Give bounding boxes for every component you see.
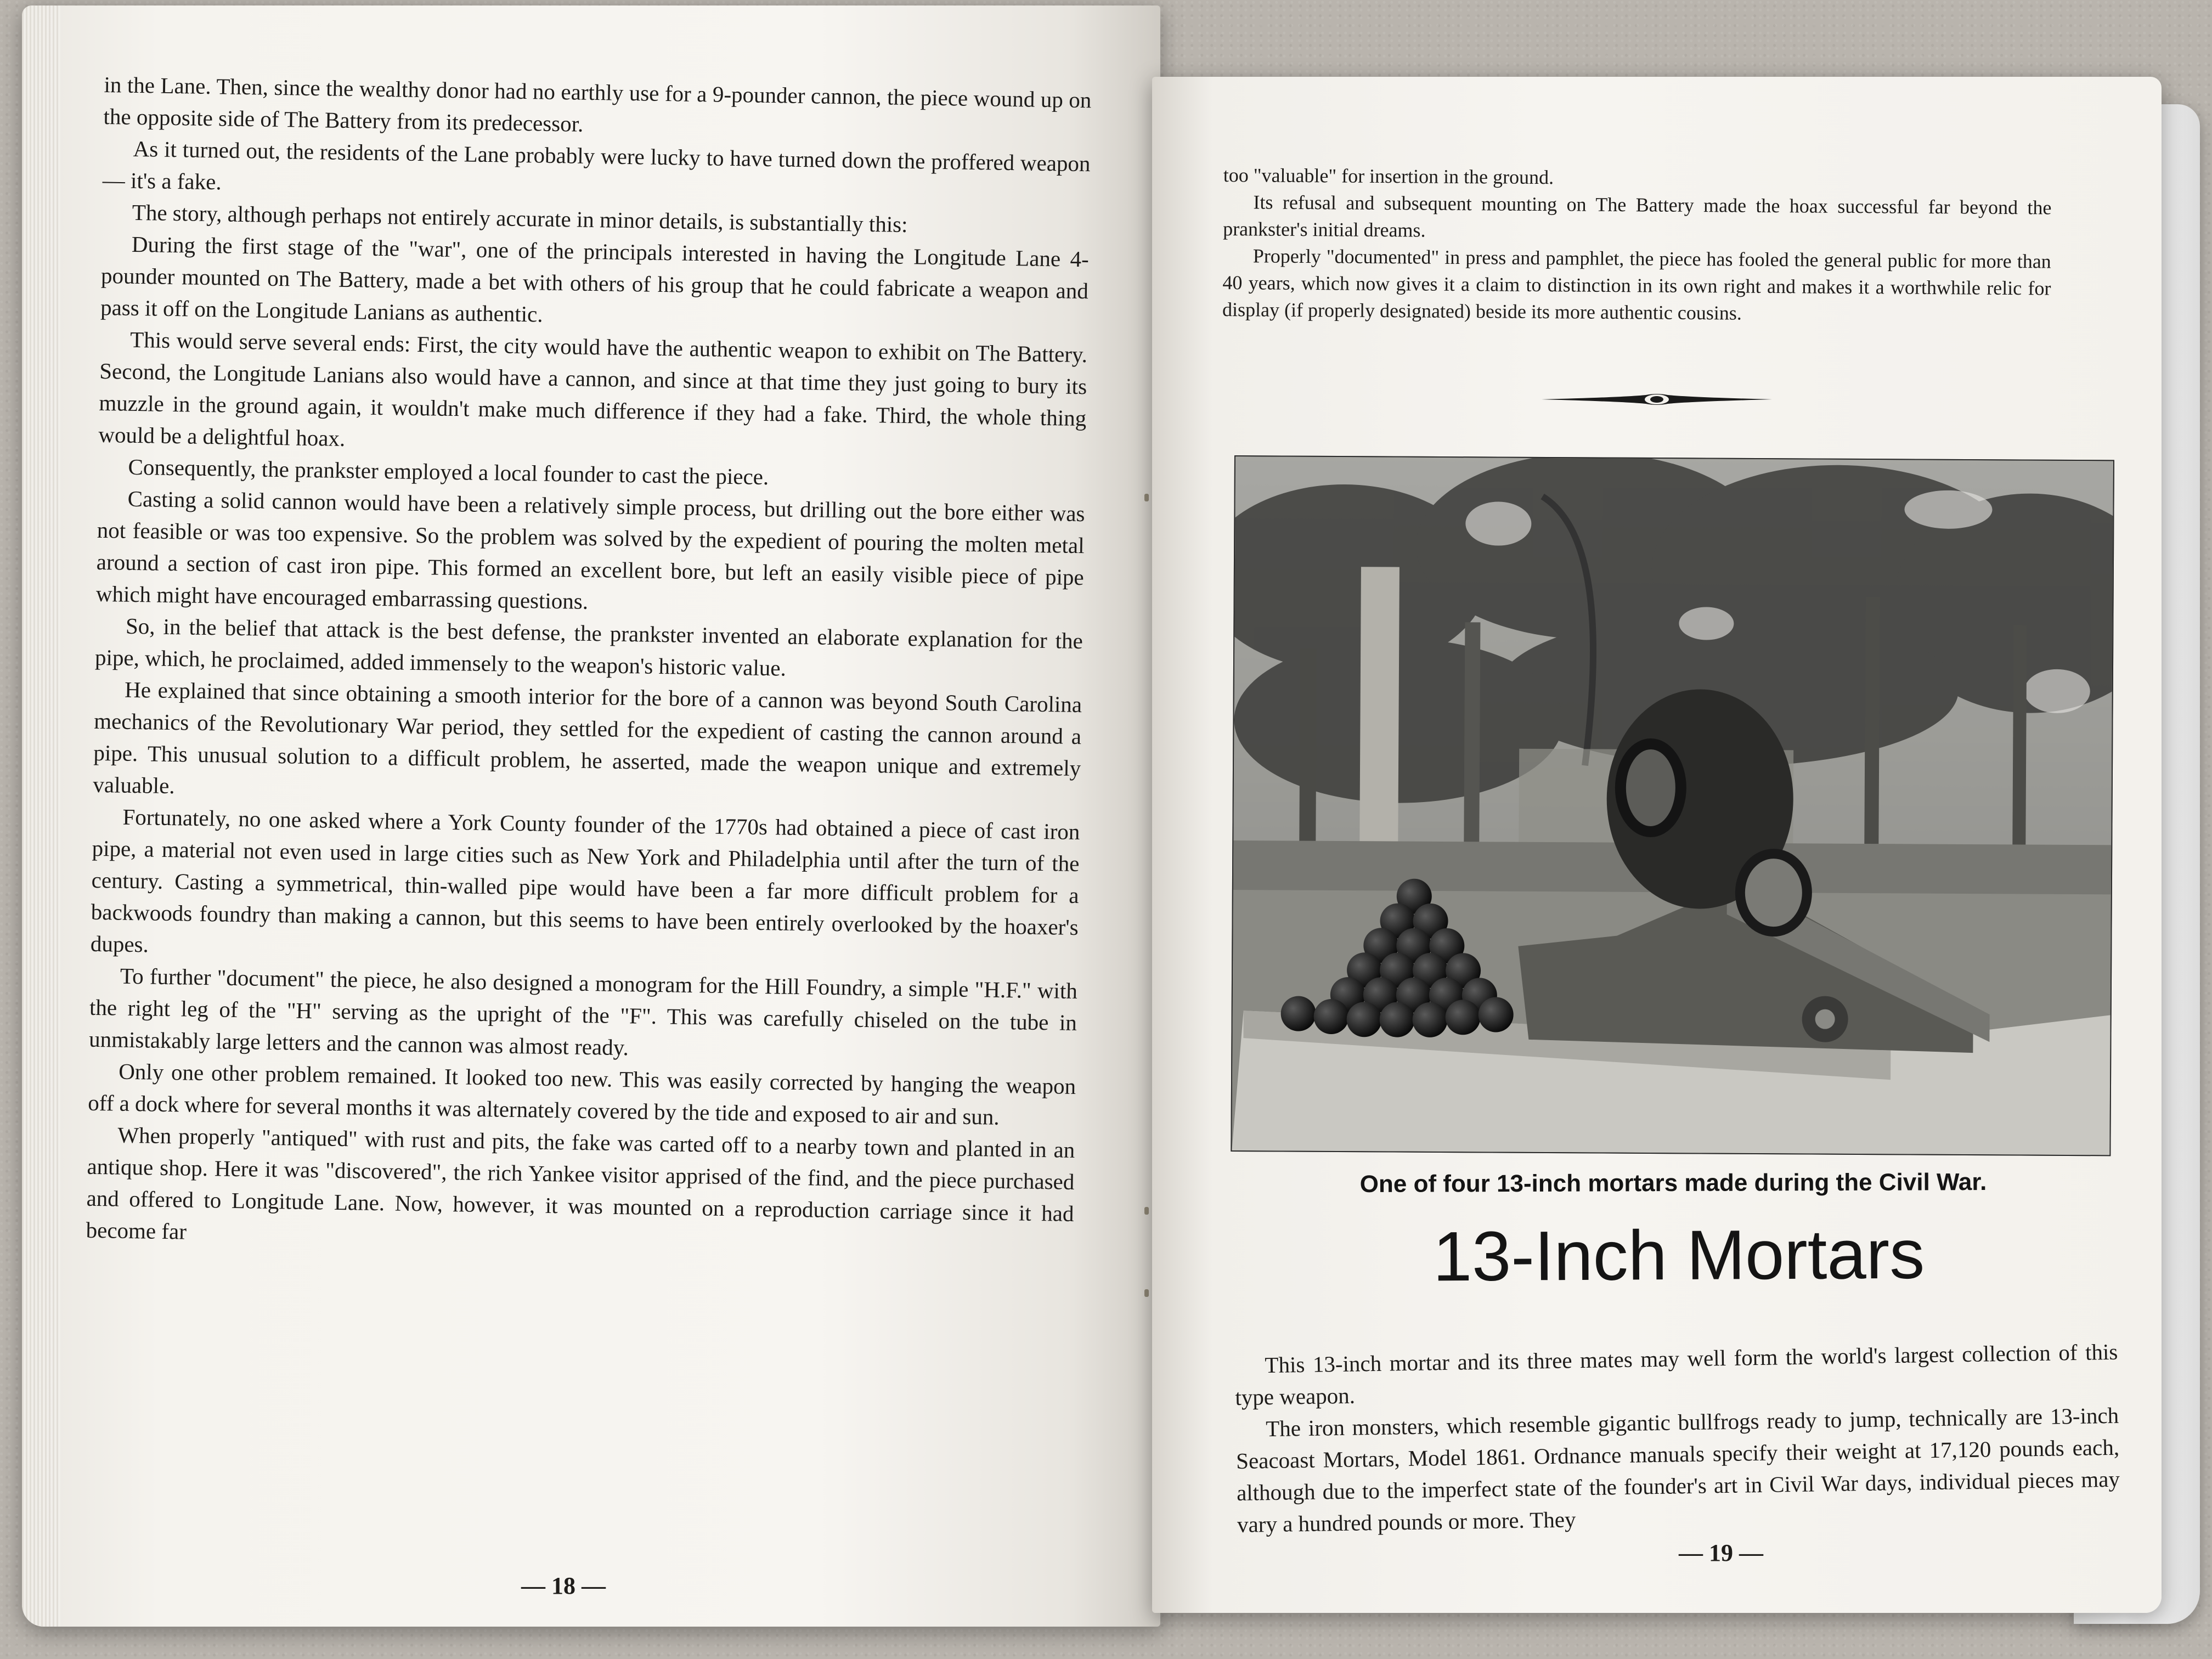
- right-page-top-text: [1222, 162, 2052, 329]
- paragraph: Properly "documented" in press and pamphlet, the piece has fooled the general public for more than 40 years, which now gives it a claim to distinction in its own right and makes it a worthwhile relic for display (if properly designated) beside its more authentic cousins.: [1222, 245, 2051, 324]
- spine-stitch: [1144, 494, 1149, 501]
- paragraph: The iron monsters, which resemble gigantic bullfrogs ready to jump, technically are 13-inch Seacoast Mortars, Model 1861. Ordnance manuals specify their weight at 17,120 pounds each, although due to the imperfect state of the founder's art in Civil War days, individual pieces may vary a hundred pounds or more. They: [1235, 1402, 2120, 1537]
- mortar-photograph: [1231, 455, 2114, 1156]
- paragraph: in the Lane. Then, since the wealthy donor had no earthly use for a 9-pounder cannon, the piece wound up on the opposite side of The Battery from its predecessor.: [103, 71, 1092, 137]
- left-page-text: [86, 69, 1091, 1261]
- paragraph: During the first stage of the "war", one of the principals interested in having the Longitude Lane 4-pounder mounted on The Battery, made a bet with others of his group that he could fabricate a weapon and pass it off on the Longitude Lanians as authentic.: [100, 231, 1090, 327]
- paragraph: Consequently, the prankster employed a local founder to cast the piece.: [128, 454, 769, 490]
- paragraph: Only one other problem remained. It looked too new. This was easily corrected by hanging the weapon off a dock where for several months it was alternately covered by the tide and exposed to air and sun.: [88, 1058, 1076, 1130]
- right-page-bottom-text: [1234, 1336, 2120, 1541]
- paragraph: This 13-inch mortar and its three mates may well form the world's largest collection of this type weapon.: [1235, 1339, 2118, 1410]
- page-number: — 19 —: [1679, 1539, 1763, 1566]
- paragraph: As it turned out, the residents of the Lane probably were lucky to have turned down the proffered weapon — it's a fake.: [102, 136, 1091, 195]
- paragraph: So, in the belief that attack is the best defense, the prankster invented an elaborate explanation for the pipe, which, he proclaimed, added immensely to the weapon's historic value.: [94, 613, 1084, 681]
- spine-stitch: [1144, 1289, 1149, 1297]
- paragraph: Casting a solid cannon would have been a relatively simple process, but drilling out the bore either was not feasible or was too expensive. So the problem was solved by the expedient of pouring the molten metal around a section of cast iron pipe. This formed an excellent bore, but left an easily visible piece of pipe which might have encouraged embarrassing questions.: [95, 486, 1085, 614]
- paragraph: Fortunately, no one asked where a York County founder of the 1770s had obtained a piece of cast iron pipe, a material not even used in large cities such as New York and Philadelphia until after the turn of the century. Casting a symmetrical, thin-walled pipe would have been a far more difficult problem for a backwoods foundry than making a cannon, but this seems to have been entirely overlooked by the hoaxer's dupes.: [90, 804, 1080, 957]
- ornament-divider: [1542, 388, 1772, 410]
- paragraph: He explained that since obtaining a smooth interior for the bore of a cannon was beyond South Carolina mechanics of the Revolutionary War period, they settled for the expedient of casting the cannon around a pipe. This unusual solution to a difficult problem, he asserted, made the weapon unique and extremely valuable.: [93, 676, 1082, 799]
- right-page: [1152, 77, 2162, 1613]
- paragraph: Its refusal and subsequent mounting on The Battery made the hoax successful far beyond the prankster's initial dreams.: [1223, 191, 2052, 241]
- paragraph: too "valuable" for insertion in the ground.: [1223, 163, 1554, 189]
- section-heading: 13-Inch Mortars: [1432, 1215, 1925, 1296]
- left-page: [22, 5, 1160, 1627]
- paragraph: To further "document" the piece, he also designed a monogram for the Hill Foundry, a simple "H.F." with the right leg of the "H" serving as the upright of the "F". This was carefully chiseled on the tube in unmistakably large letters and the cannon was almost ready.: [88, 963, 1078, 1060]
- paragraph: This would serve several ends: First, the city would have the authentic weapon to exhibit on The Battery. Second, the Longitude Lanians also would have a cannon, and since at that time they just going to bury its muzzle in the ground again, it wouldn't make much difference if they had a fake. Third, the whole thing would be a delightful hoax.: [98, 326, 1088, 451]
- spine-stitch: [1144, 1207, 1149, 1215]
- paragraph: The story, although perhaps not entirely accurate in minor details, is substantially this:: [132, 199, 908, 238]
- mortar-photo-image: [1232, 456, 2113, 1155]
- paragraph: When properly "antiqued" with rust and pits, the fake was carted off to a nearby town and planted in an antique shop. Here it was "discovered", the rich Yankee visitor apprised of the find, and the piece purchased and offered to Longitude Lane. Now, however, it was mounted on a reproduction carriage since it had become far: [86, 1122, 1075, 1244]
- page-number: — 18 —: [521, 1572, 606, 1599]
- photo-caption: One of four 13-inch mortars made during the Civil War.: [1359, 1169, 1987, 1198]
